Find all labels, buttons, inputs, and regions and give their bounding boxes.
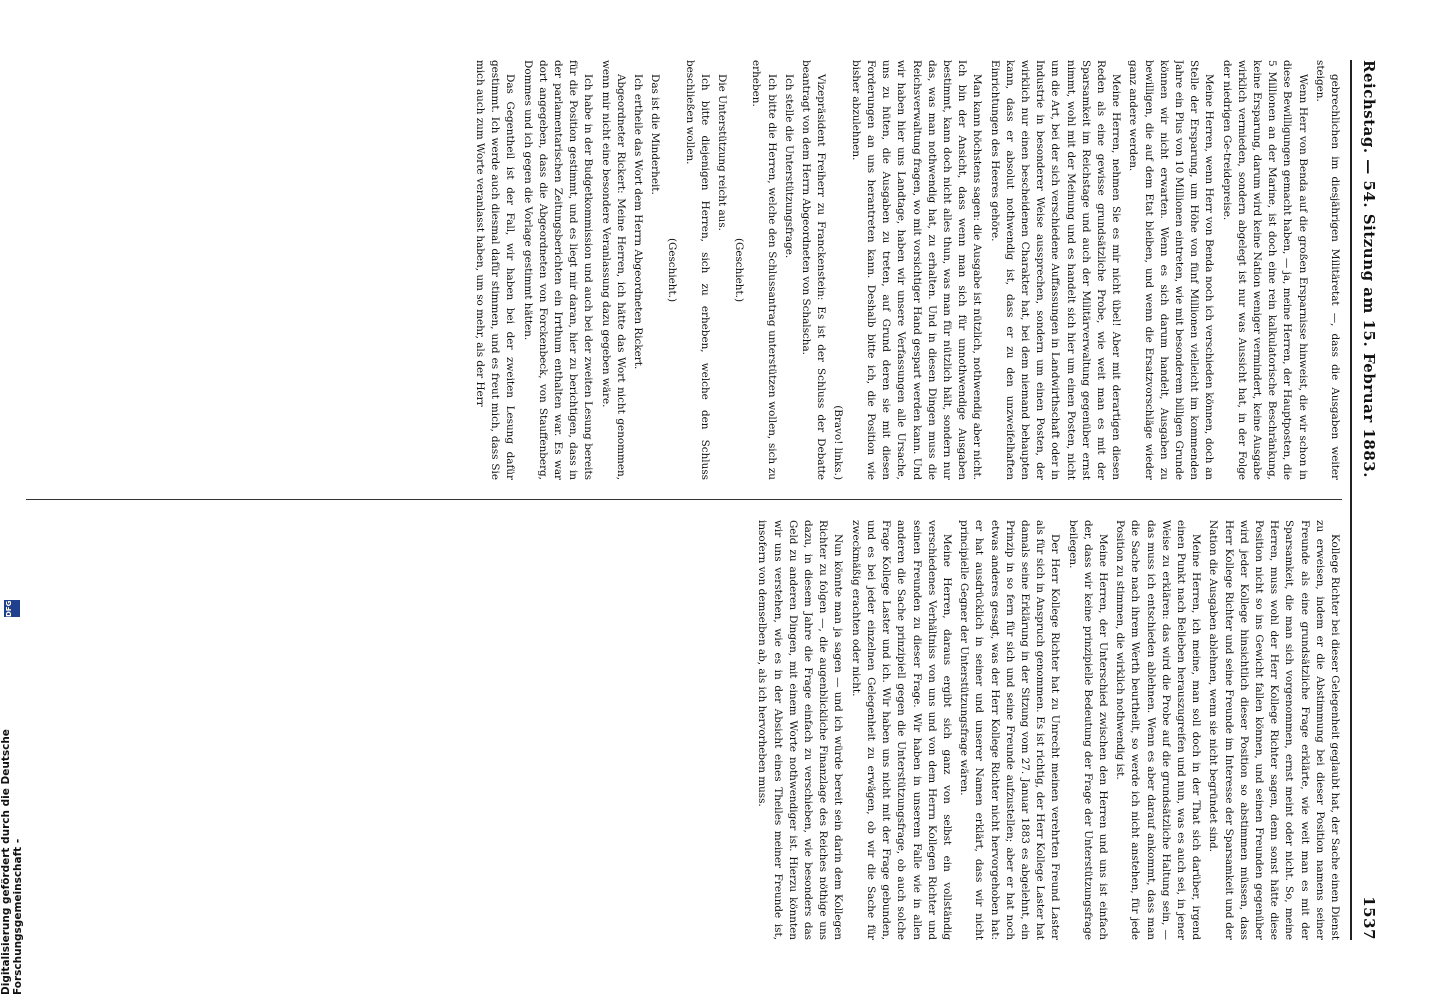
stage-direction: (Geschieht.): [666, 237, 679, 303]
paragraph: Ich bitte diejenigen Herren, sich zu erheben, welche den Schluss beschließen wollen.: [683, 60, 711, 480]
applause-note: (Bravo! links.): [832, 405, 845, 480]
paragraph: Meine Herren, ich meine, man soll doch in der That sich darüber, irgend einen Punkt nach Belieben herauszugreifen und nun, was es auch sei, in jener Weise zu erklären: das wird die Probe auf die grundsätzliche Haltung sein, — das muss ich entschieden ablehnen. Wenn es aber darauf ankommt, dass man die Sache nach ihrem Werth beurtheilt, so werde ich nicht anstehen, für jede Position zu stimmen, die wirklich nothwendig ist.: [1114, 520, 1203, 940]
paragraph: Der Herr Kollege Richter hat zu Unrecht meinen verehrten Freund Laster als für sich in Anspruch genommen. Es ist richtig, der Herr Kollege Laster hat damals seine Erklärung in der Sitzung vom 27. Januar 1883 es abgelehnt, ein Prinzip in so fern für sich und seine Freunde aufzustellen; aber er hat noch etwas anderes gesagt, was der Herr Kollege Richter nicht hervorgehoben hat: er hat ausdrücklich in seiner und unserer Namen erklärt, dass wir nicht principielle Gegner der Unterstützungsfrage wären.: [958, 520, 1062, 940]
paragraph: Abgeordneter Rickert: Meine Herren, ich hätte das Wort nicht genommen, wenn mir nicht eine besondere Veranlassung dazu gegeben wäre.: [599, 60, 627, 480]
paragraph: Das ist die Minderheit.: [649, 74, 662, 195]
paragraph: Wenn Herr von Benda auf die großen Ersparnisse hinweist, die wir schon in diese Bewilligungen gemacht haben, — ja, meine Herren, der Hauptposten, die 5 Millionen an der Marine, ist doch eine rein kalkulatorische Beschränkung, keine Ersparung, darum wird keine Nation weniger vermindert, keine Ausgabe wirklich vermieden, sondern abgelegt ist nur was Aussicht hat, in der Folge der niedrigen Ge-treidepreise.: [1220, 60, 1309, 480]
dfg-credit: [2, 600, 22, 995]
paragraph: Das Gegentheil ist der Fall, wir haben bei der zweiten Lesung dafür gestimmt. Ich werde auch diesmal dafür stimmen, und es freut mich, dass Sie mich auch zum Worte veranlasst haben, um so mehr, als der Herr: [474, 60, 517, 480]
paragraph: Kollege Richter bei dieser Gelegenheit geglaubt hat, der Sache einen Dienst zu erweisen, indem er die Abstimmung bei dieser Position namens seiner Freunde als eine grundsätzliche Frage erklärte, wie weit man es mit der Sparsamkeit, die man sich vorgenommen, ernst meint oder nicht. So, meine Herren, muss wohl der Herr Kollege Richter sagen, denn sonst hätte diese Position nicht so ins Gewicht fallen können, und seinen Freunden gegenüber wird jeder Kollege hinsichtlich dieser Position so abstimmen müssen, dass Herr Kollege Richter und seine Freunde im Interesse der Sparsamkeit und der Nation die Ausgaben ablehnen, wenn sie nicht begründet sind.: [1207, 520, 1341, 940]
credit-text: Digitalisierung gefördert durch die Deutsche Forschungsgemeinschaft -: [0, 729, 24, 995]
paragraph: Ich bitte die Herren, welche den Schlussantrag unterstützen wollen, sich zu erheben.: [750, 60, 778, 480]
header-rule: [1350, 60, 1352, 940]
paragraph: Meine Herren, daraus ergibt sich ganz von selbst ein vollständig verschiedenes Verhältniss von uns und von dem Herrn Kollegen Richter und seinen Freunden zu dieser Frage. Wir haben in unserem Falle wie in allen anderen die Sache prinzipiell gegen die Unterstützungsfrage, ob auch solche Frage Kollege Laster und ich. Wir haben uns nicht mit der Frage gebunden, und es bei jeder einzelnen Gelegenheit zu erwägen, ob wir die Sache für zweckmäßig erachten oder nicht.: [849, 520, 953, 940]
running-title: Reichstag. — 54. Sitzung am 15. Februar 1883.: [1360, 60, 1378, 478]
paragraph: Ich habe in der Budgetkommission und auch bei der zweiten Lesung bereits für die Position gestimmt, und es liegt mir daran, hier zu berichtigen, dass in der parlamentarischen Zeitungsberichten ein Irrthum enthalten war. Es war dort angegeben, dass die Abgeordneten von Forckenbeck, von Stauffenberg, Dommes und ich gegen die Vorlage gestimmt hätten.: [521, 60, 595, 480]
paragraph: gebrechlichen im diesjährigen Militäretat —, dass die Ausgaben weiter steigen.: [1313, 60, 1341, 480]
paragraph: Ich stelle die Unterstützungsfrage.: [782, 74, 795, 259]
paragraph: Meine Herren, der Unterschied zwischen den Herren und uns ist einfach der, dass wir keine prinzipielle Bedeutung der Frage der Unterstützungsfrage beilegen.: [1066, 520, 1109, 940]
paragraph: Vizepräsident Freiherr zu Franckenstein: Es ist der Schluss der Debatte beantragt von dem Herrn Abgeordneten von Schalscha.: [800, 60, 828, 480]
left-column: [12, 60, 1342, 480]
right-column: [12, 520, 1342, 940]
paragraph: Man kann höchstens sagen: die Ausgabe ist nützlich, nothwendig aber nicht. Ich bin der Ansicht, dass wenn man sich für unnothwendige Ausgaben bestimmt, kann doch nicht alles thun, was man für nützlich hält, sondern nur das, was man nothwendig hat, zu erhalten. Und in diesen Dingen muss die Reichsverwaltung fragen, wo mit vorsichtiger Hand gespart werden kann. Und wir haben hier uns Landtage, haben wir unsere Verfassungen alle Ursache, uns zu hüten, die Ausgaben zu treten, auf Grund deren sie mit diesen Forderungen an uns herantreten kann. Deshalb bitte ich, die Position wie bisher abzulehnen.: [849, 60, 984, 480]
paragraph: Die Unterstützung reicht aus.: [716, 74, 729, 231]
column-divider: [22, 499, 1342, 500]
paragraph: Meine Herren, wenn Herr von Benda noch ich verschieden können, doch an Stelle der Ersparung, um Höhe von fünf Millionen vielleicht im kommenden Jahre ein Plus von 10 Millionen eintreten, wie mit besonderem billigen Grunde können wir nicht erwarten. Wenn es sich darum handelt, Ausgaben zu bewilligen, die auf dem Etat bleiben, und wenn die Ersatzvorschläge wieder ganz andere werden.: [1127, 60, 1216, 480]
page-header: [1356, 60, 1382, 940]
stage-direction: (Geschieht.): [733, 237, 746, 303]
page-number: 1537: [1360, 896, 1378, 940]
paragraph: Ich ertheile das Wort dem Herrn Abgeordneten Rickert.: [632, 74, 645, 370]
dfg-logo-icon: DFG: [4, 600, 20, 617]
paragraph: Meine Herren, nehmen Sie es mir nicht übel! Aber mit derartigen diesen Reden als eine gewisse grundsätzliche Probe, wie weit man es mit der Sparsamkeit im Reichstage und auch der Militärverwaltung gegenüber ernst nimmt, wohl mit der Meinung und es handelt sich hier um einen Posten, nicht um die Art, bei der sich verschiedene Auffassungen in Landwirthschaft oder in Industrie in besonderer Weise aussprechen, sondern um einen Posten, der wirklich nur einen bescheidenen Charakter hat, bei dem niemand behaupten kann, dass er absolut nothwendig ist, dass er zu den unzweifelhaften Einrichtungen des Heeres gehöre.: [988, 60, 1123, 480]
credit-strip: [0, 0, 26, 1000]
paragraph: Nun könnte man ja sagen — und ich würde bereit sein darin dem Kollegen Richter zu folgen —, die augenblickliche Finanzlage des Reiches nöthige uns dazu, in diesem Jahre die Frage einfach zu verschieben, wie besonders das Geld zu anderen Dingen, mit einem Worte nothwendiger ist. Hierzu könnten wir uns verstehen, wie es in der Absicht eines Theiles meiner Freunde ist, insofern von demselben ab, als ich hervorheben muss.: [756, 520, 845, 940]
